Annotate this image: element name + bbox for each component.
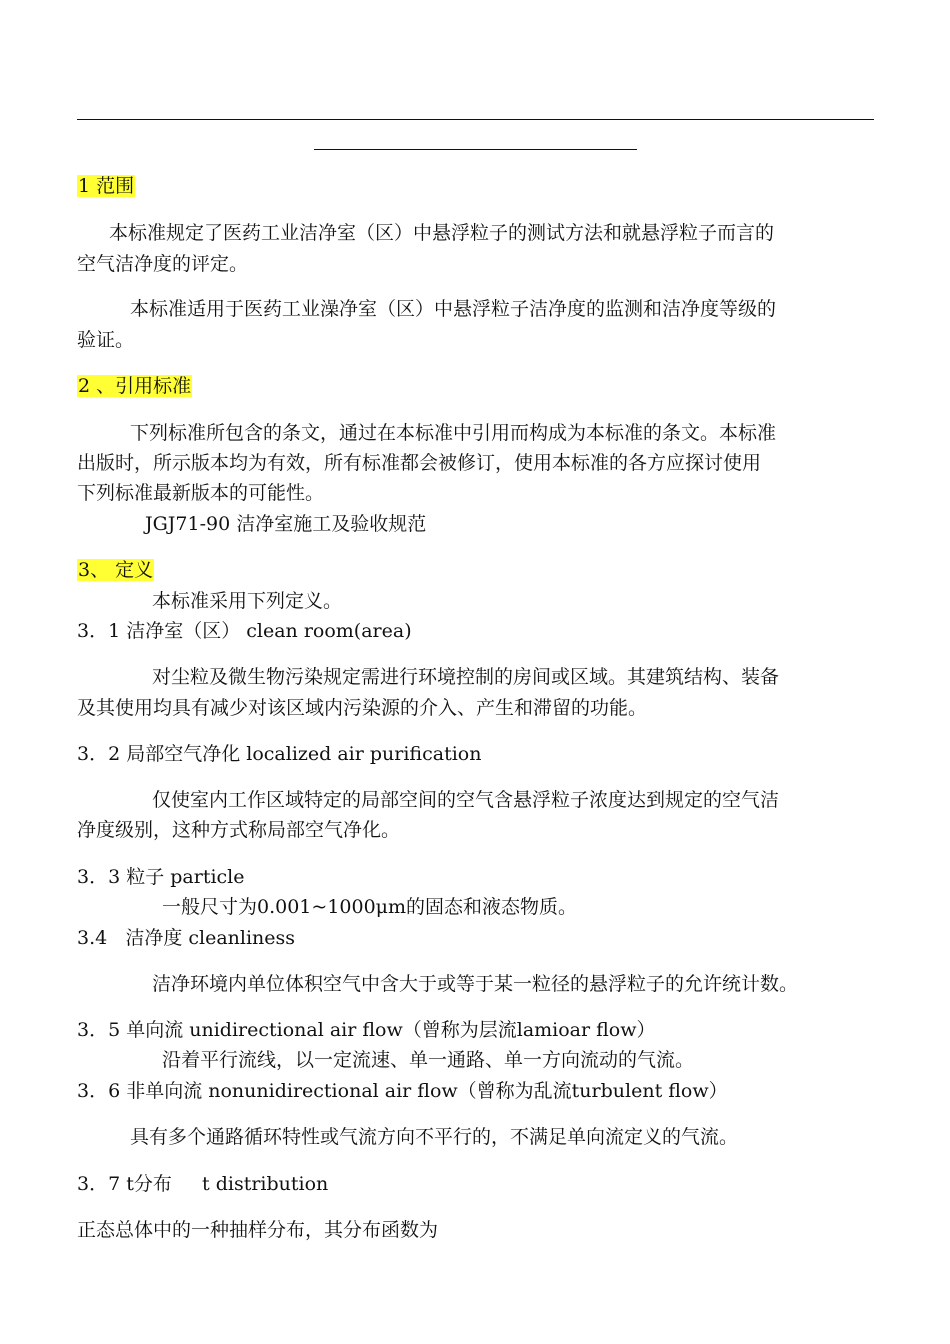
section-1-paragraph-1-line-2: 空气洁净度的评定。: [77, 253, 249, 275]
definition-3-6-line-1: 具有多个通路循环特性或气流方向不平行的，不满足单向流定义的气流。: [130, 1126, 739, 1148]
section-2-reference: JGJ71-90 洁净室施工及验收规范: [145, 513, 427, 535]
definition-3-2-line-2: 净度级别，这种方式称局部空气净化。: [77, 819, 401, 841]
definition-3-1-line-2: 及其使用均具有减少对该区域内污染源的介入、产生和滞留的功能。: [77, 697, 648, 719]
definition-3-7-title: 3．7 t分布 t distribution: [77, 1173, 329, 1195]
definition-3-3-line-1: 一般尺寸为0.001~1000μm的固态和液态物质。: [162, 896, 578, 918]
definition-3-1-title: 3．1 洁净室（区） clean room(area): [77, 620, 412, 642]
section-2-heading: [77, 371, 192, 401]
definition-3-2-title: 3．2 局部空气净化 localized air purification: [77, 743, 482, 765]
definition-3-1-line-1: 对尘粒及微生物污染规定需进行环境控制的房间或区域。其建筑结构、装备: [152, 666, 780, 688]
definition-3-4-title: 3.4 洁净度 cleanliness: [77, 927, 296, 949]
definition-3-4-line-1: 洁净环境内单位体积空气中含大于或等于某一粒径的悬浮粒子的允许统计数。: [152, 973, 799, 995]
section-1-paragraph-1-line-1: 本标准规定了医药工业洁净室（区）中悬浮粒子的测试方法和就悬浮粒子而言的: [109, 222, 775, 244]
definition-3-2-line-1: 仅使室内工作区域特定的局部空间的空气含悬浮粒子浓度达到规定的空气洁: [152, 789, 780, 811]
section-1-paragraph-2-line-1: 本标准适用于医药工业澡净室（区）中悬浮粒子洁净度的监测和洁净度等级的: [130, 298, 777, 320]
definition-3-5-title: 3．5 单向流 unidirectional air flow（曾称为层流lamioar flow）: [77, 1019, 656, 1041]
section-1-paragraph-2-line-2: 验证。: [77, 329, 135, 351]
header-rule-short: [314, 149, 637, 150]
section-2-paragraph-line-2: 出版时，所示版本均为有效，所有标准都会被修订，使用本标准的各方应探讨使用: [77, 452, 762, 474]
highlight: 2 、引用标准: [78, 375, 192, 397]
section-1-heading: [77, 171, 135, 201]
definition-3-6-title: 3．6 非单向流 nonunidirectional air flow（曾称为乱流turbulent flow）: [77, 1080, 728, 1102]
section-2-paragraph-line-1: 下列标准所包含的条文，通过在本标准中引用而构成为本标准的条文。本标准: [130, 422, 777, 444]
header-rule-long: [77, 119, 874, 120]
definition-3-3-title: 3．3 粒子 particle: [77, 866, 245, 888]
definition-3-5-line-1: 沿着平行流线，以一定流速、单一通路、单一方向流动的气流。: [162, 1049, 695, 1071]
highlight: 1 范围: [78, 175, 135, 197]
section-3-heading: [77, 555, 154, 585]
highlight: 3、 定义: [78, 559, 154, 581]
section-2-paragraph-line-3: 下列标准最新版本的可能性。: [77, 482, 325, 504]
definition-3-7-line-1: 正态总体中的一种抽样分布，其分布函数为: [77, 1219, 439, 1241]
section-3-intro: 本标准采用下列定义。: [152, 590, 343, 612]
